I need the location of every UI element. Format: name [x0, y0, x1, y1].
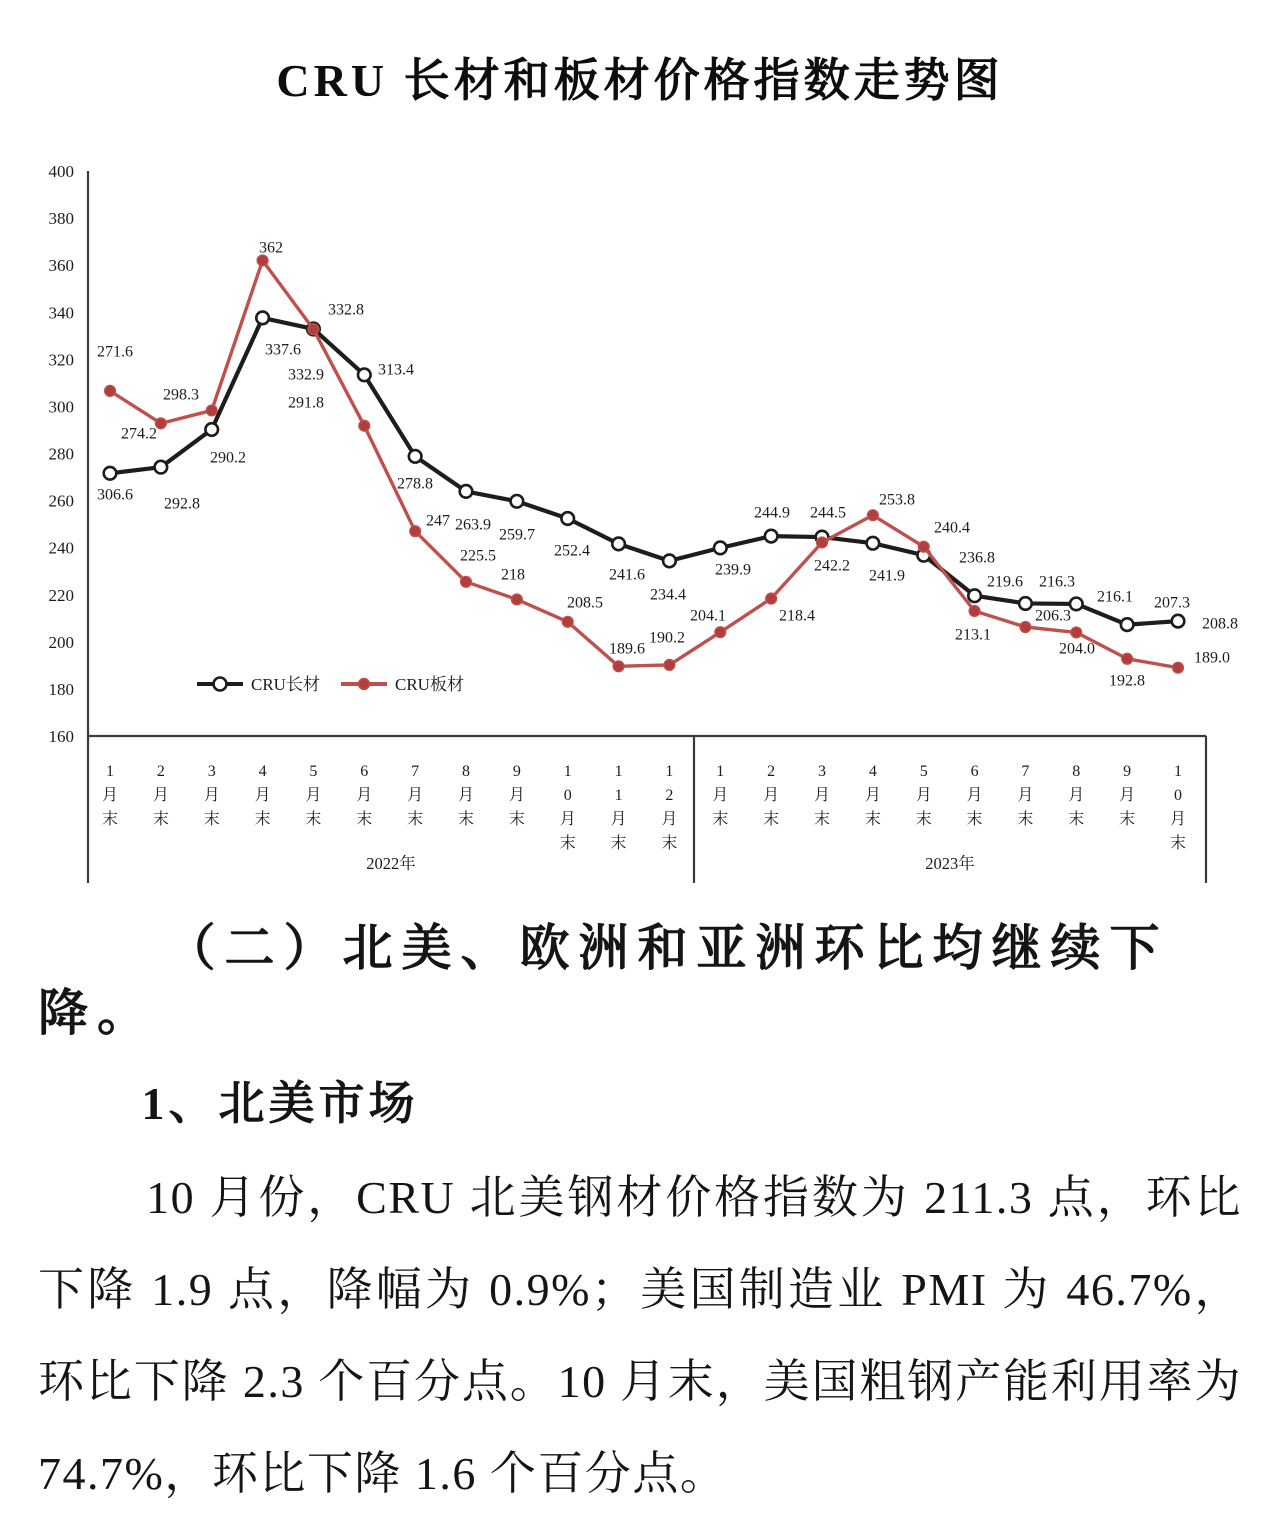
data-point-marker	[765, 530, 778, 543]
data-point-label: 189.0	[1194, 649, 1230, 667]
data-point-label: 189.6	[609, 640, 645, 658]
data-point-marker	[105, 385, 116, 396]
data-point-label: 242.2	[814, 557, 850, 575]
year-label: 2023年	[925, 854, 975, 873]
data-point-marker	[460, 485, 473, 498]
data-point-label: 298.3	[163, 386, 199, 404]
data-point-marker	[409, 450, 422, 463]
data-point-label: 332.8	[328, 301, 364, 319]
data-point-marker	[969, 606, 980, 617]
data-point-marker	[257, 255, 268, 266]
legend	[197, 675, 464, 694]
data-point-marker	[410, 526, 421, 537]
data-point-label: 207.3	[1154, 594, 1190, 612]
data-point-label: 236.8	[959, 549, 995, 567]
section-heading: （二）北美、欧洲和亚洲环比均继续下降。	[38, 920, 1169, 1041]
x-tick-label: 4 月末	[254, 763, 271, 828]
y-tick-label: 400	[48, 162, 74, 181]
data-point-marker	[562, 616, 573, 627]
data-point-label: 204.0	[1059, 640, 1095, 658]
data-point-marker	[1173, 662, 1184, 673]
data-point-label: 244.5	[810, 504, 846, 522]
x-tick-label: 1 0 月末	[1169, 763, 1187, 852]
data-point-marker	[1020, 622, 1031, 633]
y-tick-label: 220	[48, 585, 74, 605]
data-point-marker	[867, 537, 880, 550]
data-point-label: 291.8	[288, 394, 324, 412]
data-point-marker	[918, 541, 929, 552]
x-tick-label: 1 2 月末	[661, 763, 678, 852]
data-point-label: 253.8	[879, 491, 915, 509]
data-point-marker	[968, 589, 981, 602]
x-tick-label: 2 月末	[763, 763, 780, 828]
data-point-marker	[1019, 597, 1032, 610]
data-point-label: 337.6	[265, 341, 301, 359]
data-point-label: 241.9	[869, 567, 905, 585]
data-point-marker	[104, 467, 117, 480]
data-point-label: 271.6	[97, 343, 133, 361]
data-point-marker	[155, 461, 168, 474]
y-tick-label: 200	[48, 632, 74, 652]
legend-label: CRU长材	[251, 675, 320, 694]
data-point-marker	[308, 324, 319, 335]
y-tick-label: 260	[48, 491, 74, 511]
legend-label: CRU板材	[395, 675, 464, 694]
series-data-labels	[97, 342, 1238, 633]
y-tick-label: 300	[48, 397, 74, 417]
data-point-label: 225.5	[460, 547, 496, 565]
data-point-marker	[613, 661, 624, 672]
data-point-marker	[205, 423, 218, 436]
x-month-labels	[102, 763, 1186, 852]
data-point-label: 218.4	[779, 607, 815, 625]
data-point-label: 362	[259, 239, 283, 257]
x-tick-label: 8 月末	[457, 763, 475, 828]
x-tick-label: 1 1 月末	[610, 763, 627, 852]
data-point-label: 234.4	[650, 586, 686, 604]
y-tick-label: 180	[48, 679, 74, 699]
x-tick-label: 1 0 月末	[559, 763, 576, 852]
article-body	[0, 898, 1280, 1520]
x-tick-label: 7 月末	[407, 763, 424, 828]
x-tick-label: 8 月末	[1068, 763, 1085, 828]
data-point-marker	[1121, 618, 1134, 631]
data-point-marker	[358, 369, 371, 382]
x-tick-label: 2 月末	[152, 763, 169, 828]
data-point-label: 206.3	[1035, 607, 1071, 625]
data-point-label: 278.8	[397, 475, 433, 493]
y-tick-label: 160	[48, 727, 74, 746]
x-tick-label: 7 月末	[1017, 763, 1034, 828]
paragraph-north-america-market: 10 月份，CRU 北美钢材价格指数为 211.3 点，环比下降 1.9 点，降幅为 0.9%；美国制造业 PMI 为 46.7%，环比下降 2.3 个百分点。10 月末，美国粗钢产能利用率为 74.7%，环比下降 1.6 个百分点。	[38, 1171, 1242, 1499]
chart-title: CRU 长材和板材价格指数走势图	[276, 55, 1004, 106]
data-point-label: 216.1	[1097, 588, 1133, 606]
data-point-marker	[155, 418, 166, 429]
document-page	[0, 44, 1280, 1520]
x-tick-label: 3 月末	[813, 763, 831, 828]
data-point-label: 208.5	[567, 594, 603, 612]
data-point-marker	[1070, 598, 1083, 611]
data-point-marker	[714, 542, 727, 555]
data-point-marker	[663, 555, 676, 568]
x-tick-label: 1 月末	[712, 763, 729, 828]
x-tick-label: 5 月末	[305, 763, 322, 828]
subsection-heading: 1、北美市场	[141, 1078, 419, 1129]
x-tick-label: 1 月末	[101, 763, 119, 828]
data-point-label: 313.4	[378, 361, 414, 379]
data-point-marker	[359, 420, 370, 431]
data-point-label: 306.6	[97, 486, 133, 504]
data-point-label: 192.8	[1109, 672, 1145, 690]
y-tick-label: 280	[48, 444, 74, 464]
open-circle-marker-icon	[214, 678, 227, 691]
data-point-label: 263.9	[455, 516, 491, 534]
data-point-marker	[612, 538, 625, 551]
data-point-label: 190.2	[649, 629, 685, 647]
price-trend-chart	[0, 148, 1280, 898]
data-point-marker	[664, 660, 675, 671]
data-point-marker	[817, 537, 828, 548]
data-point-label: 244.9	[754, 504, 790, 522]
data-point-label: 204.1	[690, 607, 726, 625]
y-tick-label: 240	[48, 538, 74, 558]
y-axis-labels	[49, 162, 75, 746]
data-point-marker	[511, 594, 522, 605]
x-tick-label: 6 月末	[966, 763, 983, 828]
data-point-label: 218	[501, 566, 525, 584]
x-tick-label: 9 月末	[1119, 763, 1136, 828]
data-point-label: 274.2	[121, 425, 157, 443]
y-tick-label: 320	[48, 350, 74, 370]
data-point-marker	[867, 510, 878, 521]
data-point-label: 216.3	[1039, 573, 1075, 591]
data-point-label: 219.6	[987, 573, 1023, 591]
data-point-marker	[1071, 627, 1082, 638]
data-point-marker	[766, 593, 777, 604]
data-point-marker	[561, 512, 574, 525]
data-point-label: 259.7	[499, 526, 535, 544]
data-point-marker	[715, 627, 726, 638]
data-point-marker	[1122, 653, 1133, 664]
year-label: 2022年	[366, 854, 416, 873]
legend-item	[341, 675, 464, 694]
data-point-label: 290.2	[210, 449, 246, 467]
data-point-marker	[461, 576, 472, 587]
data-point-marker	[511, 495, 524, 508]
data-point-marker	[256, 312, 269, 325]
year-labels	[366, 853, 975, 873]
y-tick-label: 360	[48, 256, 74, 276]
x-tick-label: 6 月末	[356, 763, 373, 828]
filled-circle-marker-icon	[359, 679, 370, 690]
data-point-label: 292.8	[164, 495, 200, 513]
y-tick-label: 380	[48, 209, 74, 229]
x-tick-label: 9 月末	[508, 763, 525, 828]
data-point-label: 332.9	[288, 366, 324, 384]
data-point-label: 247	[426, 512, 450, 530]
data-point-label: 239.9	[715, 561, 751, 579]
data-point-label: 240.4	[934, 519, 970, 537]
data-point-label: 208.8	[1202, 615, 1238, 633]
y-tick-label: 340	[48, 303, 74, 323]
data-point-marker	[1172, 615, 1185, 628]
series-data-labels	[97, 240, 1230, 690]
data-point-marker	[206, 405, 217, 416]
data-point-label: 241.6	[609, 566, 645, 584]
legend-item	[197, 675, 320, 694]
x-tick-label: 5 月末	[915, 763, 932, 828]
data-point-label: 252.4	[554, 542, 590, 560]
data-point-label: 213.1	[955, 626, 991, 644]
x-tick-label: 3 月末	[203, 763, 220, 828]
x-tick-label: 4 月末	[864, 763, 881, 828]
